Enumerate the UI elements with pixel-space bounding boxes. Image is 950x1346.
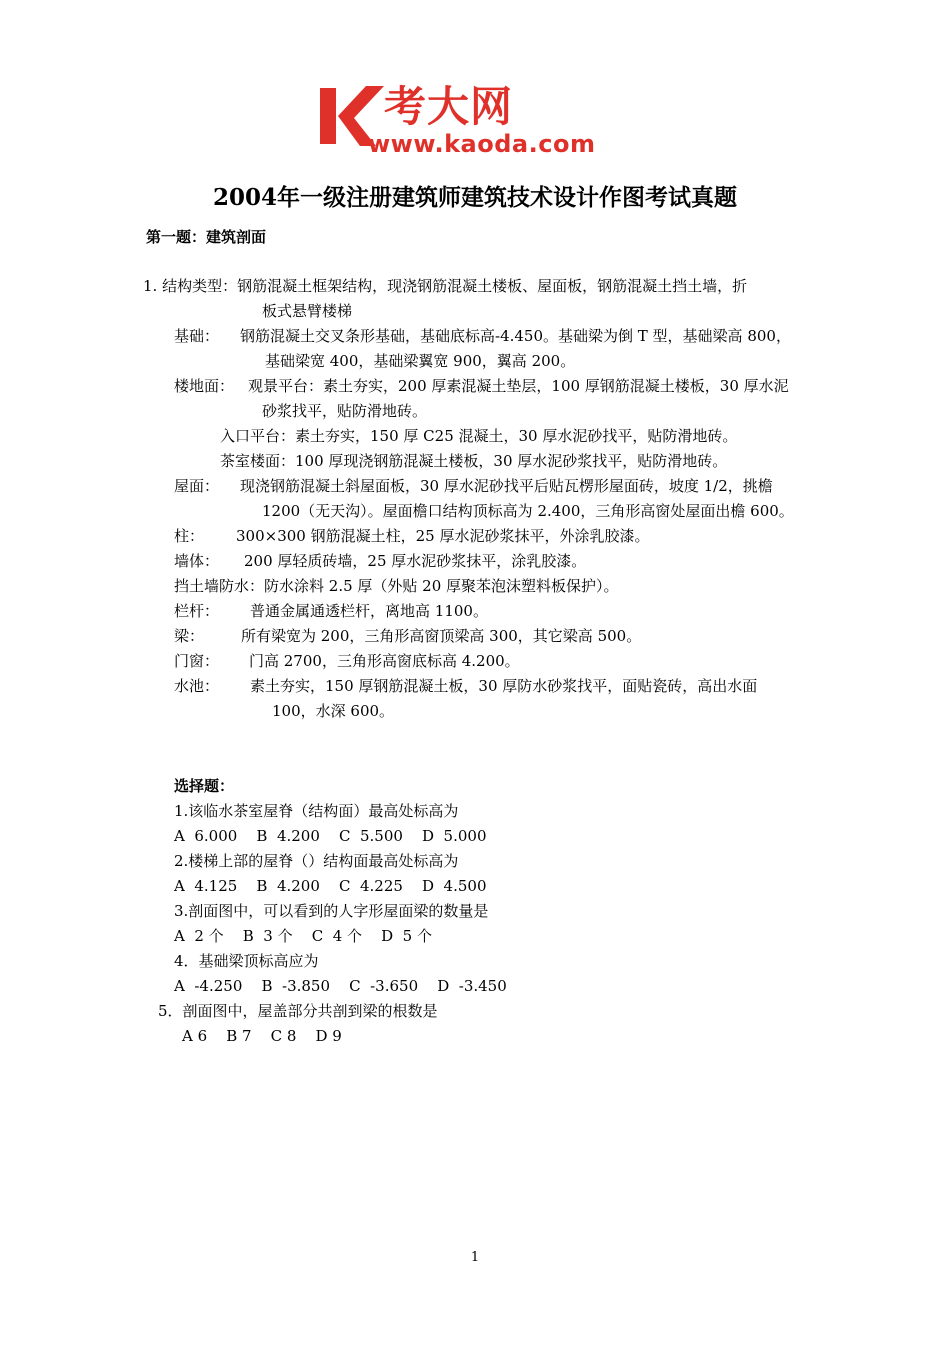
spec-item1-line1: 1. 结构类型：钢筋混凝土框架结构，现浇钢筋混凝土楼板、屋面板，钢筋混凝土挡土墙，折	[143, 277, 748, 295]
beam-label: 梁：	[174, 627, 205, 645]
pool-label: 水池：	[174, 677, 220, 695]
door-window-label: 门窗：	[174, 652, 220, 670]
roof-line1: 现浇钢筋混凝土斜屋面板，30 厚水泥砂找平后贴瓦楞形屋面砖，坡度 1/2，挑檐	[240, 477, 773, 495]
roof-line2: 1200（无天沟）。屋面檐口结构顶标高为 2.400，三角形高窗处屋面出檐 600。	[262, 502, 794, 520]
foundation-line2: 基础梁宽 400，基础梁翼宽 900，翼高 200。	[265, 352, 576, 370]
logo-chinese-text: 考大网	[384, 82, 514, 131]
quiz-answers-5: A 6 B 7 C 8 D 9	[182, 1027, 342, 1045]
floor-line3: 入口平台：素土夯实，150 厚 C25 混凝土，30 厚水泥砂找平，贴防滑地砖。	[220, 427, 738, 445]
quiz-heading: 选择题：	[174, 777, 235, 795]
quiz-question-1: 1.该临水茶室屋脊（结构面）最高处标高为	[174, 802, 459, 820]
quiz-answers-2: A 4.125 B 4.200 C 4.225 D 4.500	[174, 877, 487, 895]
quiz-answers-3: A 2 个 B 3 个 C 4 个 D 5 个	[174, 927, 432, 945]
column-text: 300×300 钢筋混凝土柱，25 厚水泥砂浆抹平，外涂乳胶漆。	[236, 527, 650, 545]
floor-line4: 茶室楼面：100 厚现浇钢筋混凝土楼板，30 厚水泥砂浆找平，贴防滑地砖。	[220, 452, 728, 470]
foundation-label: 基础：	[174, 327, 220, 345]
railing-label: 栏杆：	[174, 602, 220, 620]
wall-text: 200 厚轻质砖墙，25 厚水泥砂浆抹平，涂乳胶漆。	[244, 552, 587, 570]
beam-text: 所有梁宽为 200，三角形高窗顶梁高 300，其它梁高 500。	[241, 627, 642, 645]
quiz-question-2: 2.楼梯上部的屋脊（）结构面最高处标高为	[174, 852, 459, 870]
pool-line1: 素土夯实，150 厚钢筋混凝土板，30 厚防水砂浆找平，面贴瓷砖，高出水面	[250, 677, 758, 695]
page-number: 1	[470, 1250, 480, 1265]
quiz-question-5: 5．剖面图中，屋盖部分共剖到梁的根数是	[158, 1002, 438, 1020]
floor-line2: 砂浆找平，贴防滑地砖。	[262, 402, 428, 420]
floor-line1: 观景平台：素土夯实，200 厚素混凝土垫层，100 厚钢筋混凝土楼板，30 厚水泥	[248, 377, 789, 395]
logo-url-text: www.kaoda.com	[368, 130, 596, 158]
spec-item1-line2: 板式悬臂楼梯	[262, 302, 353, 320]
kaoda-logo	[316, 82, 638, 160]
quiz-question-4: 4．基础梁顶标高应为	[174, 952, 319, 970]
wall-label: 墙体：	[174, 552, 220, 570]
page-title: 2004年一级注册建筑师建筑技术设计作图考试真题	[212, 184, 737, 211]
section-heading: 第一题：建筑剖面	[146, 228, 267, 246]
column-label: 柱：	[174, 527, 205, 545]
door-window-text: 门高 2700，三角形高窗底标高 4.200。	[249, 652, 520, 670]
floor-label: 楼地面：	[174, 377, 235, 395]
retaining-wall-text: 挡土墙防水：防水涂料 2.5 厚（外贴 20 厚聚苯泡沫塑料板保护）。	[174, 577, 619, 595]
quiz-question-3: 3.剖面图中，可以看到的人字形屋面梁的数量是	[174, 902, 489, 920]
quiz-answers-4: A -4.250 B -3.850 C -3.650 D -3.450	[174, 977, 507, 995]
pool-line2: 100，水深 600。	[272, 702, 395, 720]
foundation-line1: 钢筋混凝土交叉条形基础，基础底标高-4.450。基础梁为倒 T 型，基础梁高 800，	[240, 327, 791, 345]
quiz-answers-1: A 6.000 B 4.200 C 5.500 D 5.000	[174, 827, 487, 845]
roof-label: 屋面：	[174, 477, 220, 495]
railing-text: 普通金属通透栏杆，离地高 1100。	[250, 602, 488, 620]
